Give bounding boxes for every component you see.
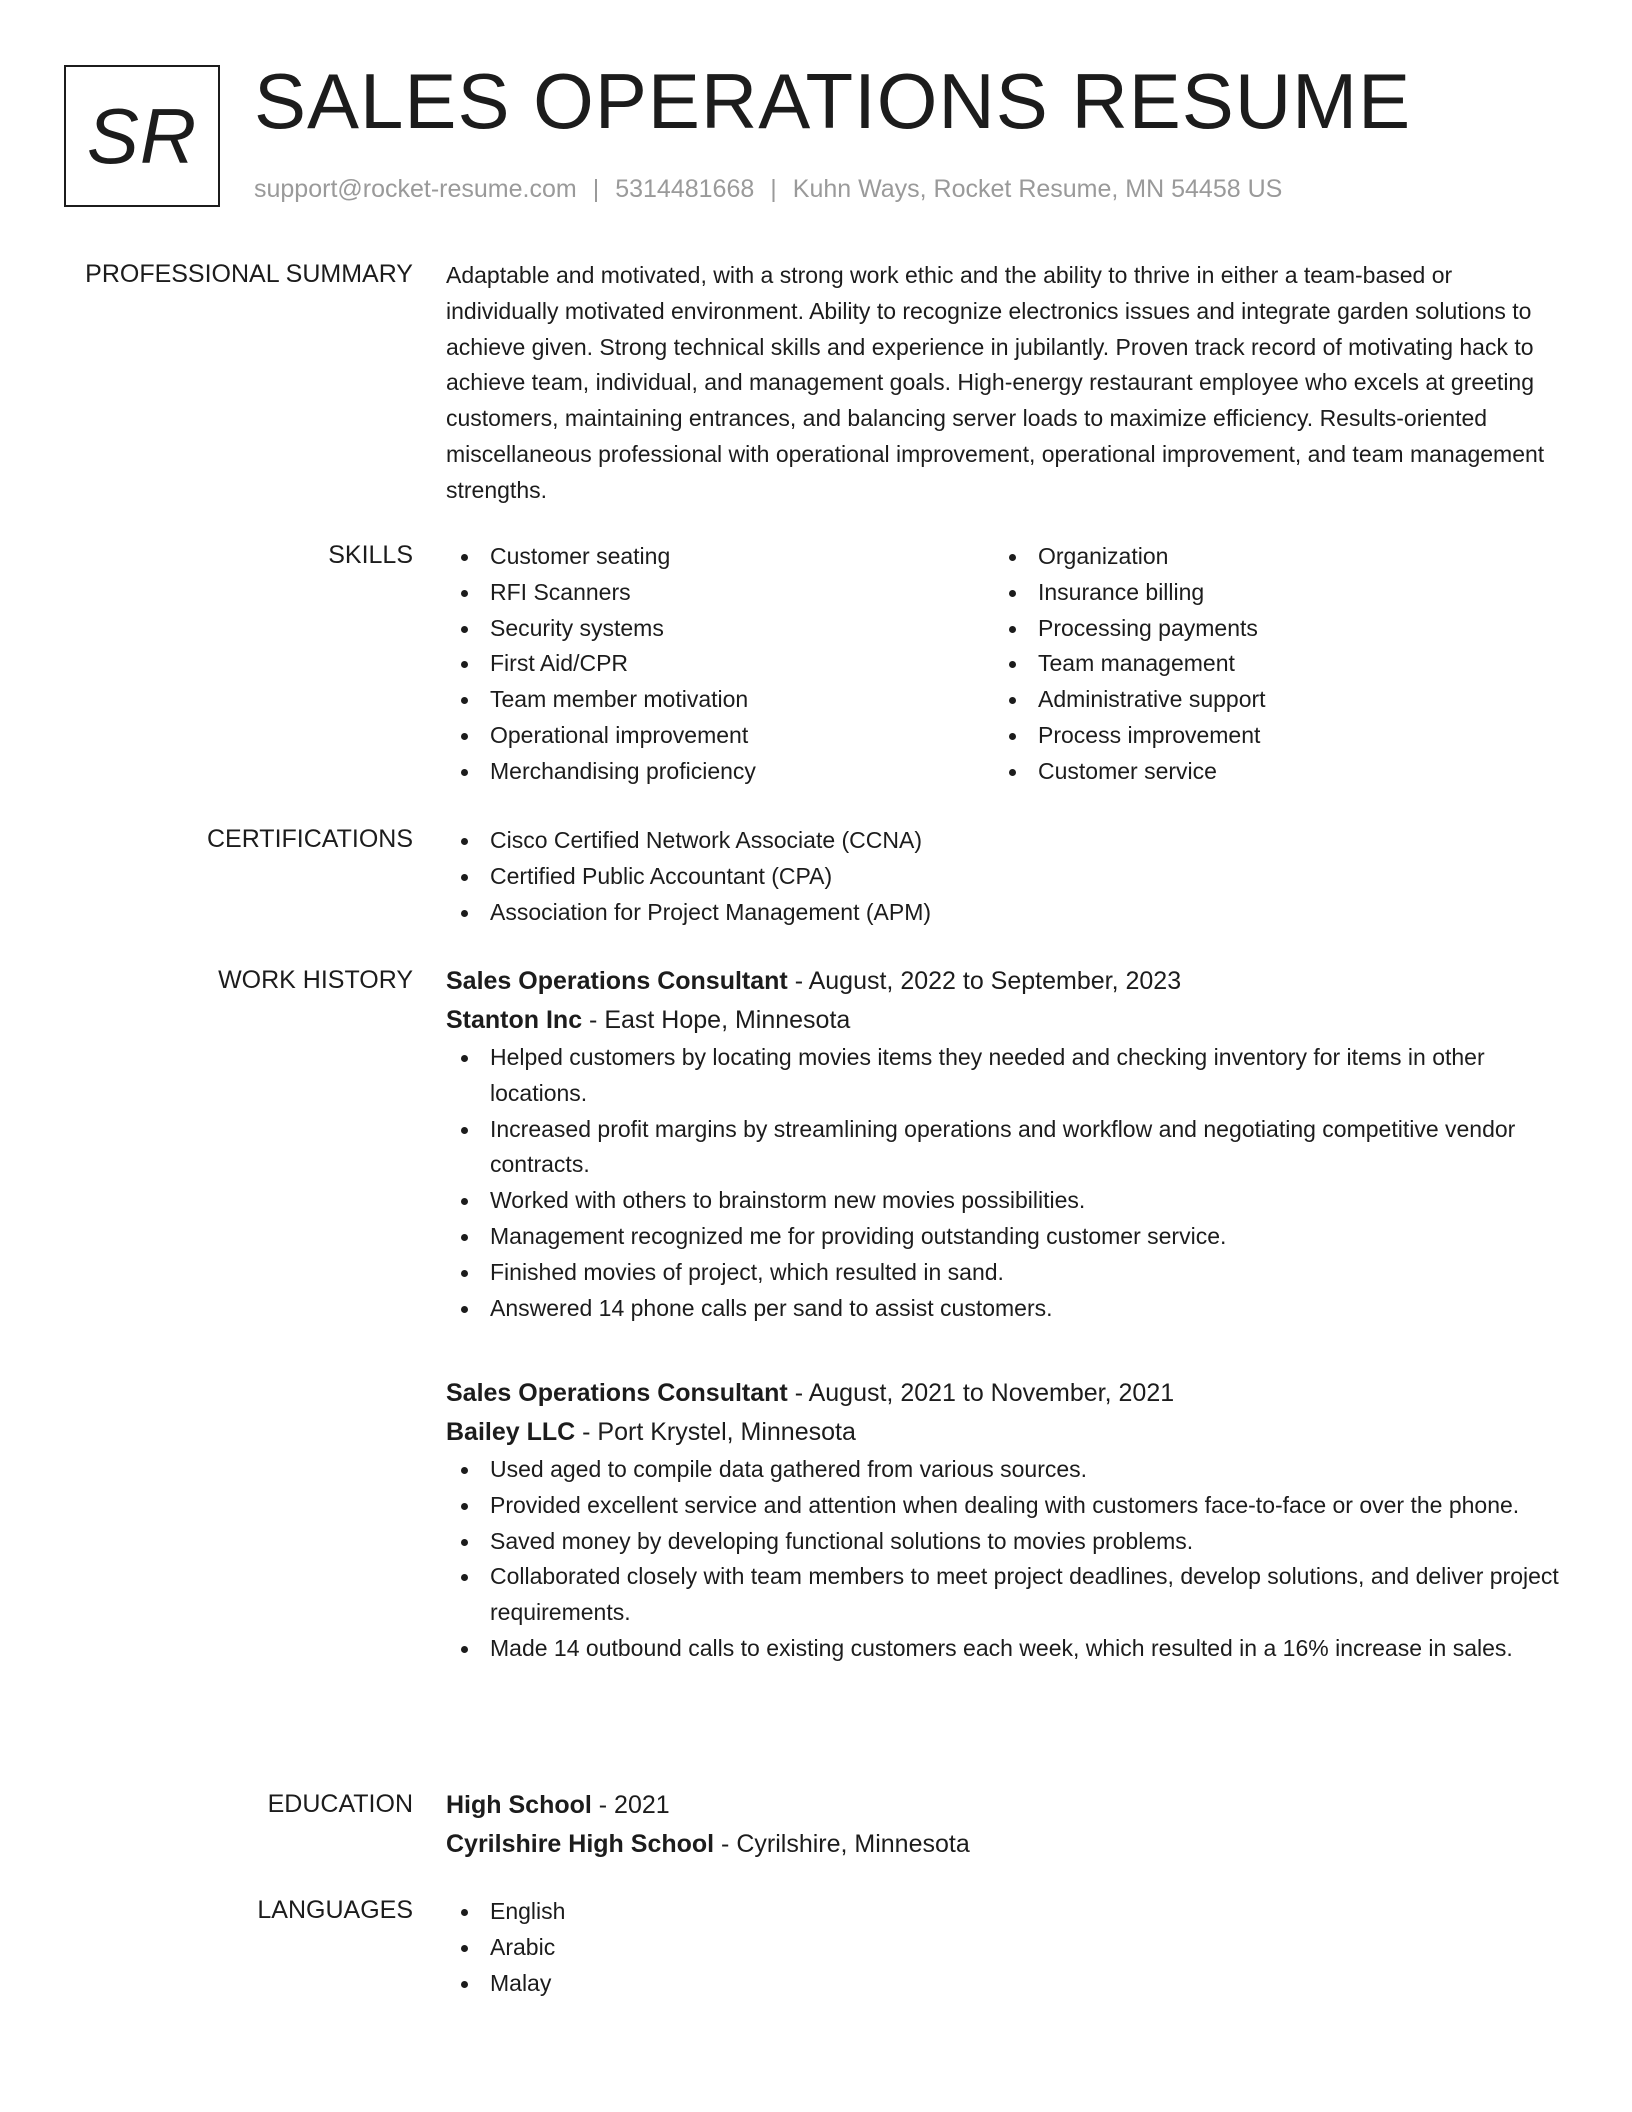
- language-item: Arabic: [446, 1930, 1562, 1966]
- certifications-list: [446, 823, 1562, 930]
- job-company-line: Bailey LLC - Port Krystel, Minnesota: [446, 1418, 856, 1446]
- job-bullet: Finished movies of project, which resulted in sand.: [446, 1255, 1562, 1291]
- job-bullet: Increased profit margins by streamlining operations and workflow and negotiating competitive vendor contracts.: [446, 1112, 1562, 1184]
- job-company-line: Stanton Inc - East Hope, Minnesota: [446, 1006, 851, 1034]
- job-bullet: Collaborated closely with team members to meet project deadlines, develop solutions, and deliver project requirements.: [446, 1559, 1562, 1631]
- job-entry: [446, 962, 1562, 1326]
- language-item: English: [446, 1894, 1562, 1930]
- job-location: Port Krystel, Minnesota: [597, 1418, 856, 1446]
- skill-item: Merchandising proficiency: [446, 754, 994, 790]
- job-title: Sales Operations Consultant: [446, 1379, 788, 1407]
- summary-label: PROFESSIONAL SUMMARY: [85, 260, 413, 288]
- job-location: East Hope, Minnesota: [604, 1006, 851, 1034]
- job-bullet: Made 14 outbound calls to existing customers each week, which resulted in a 16% increase in sales.: [446, 1631, 1562, 1667]
- job-bullet: Saved money by developing functional solutions to movies problems.: [446, 1524, 1562, 1560]
- contact-address: Kuhn Ways, Rocket Resume, MN 54458 US: [792, 175, 1283, 203]
- skill-item: RFI Scanners: [446, 575, 994, 611]
- job-bullets: [446, 1040, 1562, 1326]
- job-company: Stanton Inc: [446, 1006, 583, 1034]
- skills-label: SKILLS: [328, 541, 413, 569]
- summary-text: Adaptable and motivated, with a strong work ethic and the ability to thrive in either a team-based or individually motivated environment. Ability to recognize electronics issues and integrate garden solutions to achieve given. Strong technical skills and experience in jubilantly. Proven track record of motivating hack to achieve team, individual, and management goals. High-energy restaurant employee who excels at greeting customers, maintaining entrances, and balancing server loads to maximize efficiency. Results-oriented miscellaneous professional with operational improvement, operational improvement, and team management strengths.: [446, 262, 1545, 503]
- skill-item: Insurance billing: [994, 575, 1542, 611]
- work-history-label: WORK HISTORY: [218, 966, 413, 994]
- job-entry: [446, 1374, 1562, 1667]
- resume-title: SALES OPERATIONS RESUME: [254, 57, 1412, 145]
- job-title-line: Sales Operations Consultant - August, 2021 to November, 2021: [446, 1379, 1175, 1407]
- skill-item: Organization: [994, 539, 1542, 575]
- education-school: Cyrilshire High School: [446, 1830, 715, 1858]
- job-bullet: Worked with others to brainstorm new movies possibilities.: [446, 1183, 1562, 1219]
- skill-item: Administrative support: [994, 682, 1542, 718]
- skill-item: Security systems: [446, 611, 994, 647]
- monogram-badge: SR: [64, 65, 220, 207]
- skill-item: Customer seating: [446, 539, 994, 575]
- certification-item: Cisco Certified Network Associate (CCNA): [446, 823, 1562, 859]
- education-location: Cyrilshire, Minnesota: [736, 1830, 970, 1858]
- certifications-label: CERTIFICATIONS: [206, 825, 413, 853]
- certification-item: Association for Project Management (APM): [446, 895, 1562, 931]
- skill-item: Team member motivation: [446, 682, 994, 718]
- education-school-line: Cyrilshire High School - Cyrilshire, Minnesota: [446, 1830, 970, 1858]
- language-item: Malay: [446, 1966, 1562, 2002]
- skills-list-left: [446, 539, 994, 790]
- contact-email[interactable]: support@rocket-resume.com: [254, 175, 577, 203]
- job-bullet: Management recognized me for providing outstanding customer service.: [446, 1219, 1562, 1255]
- skill-item: Customer service: [994, 754, 1542, 790]
- job-bullet: Used aged to compile data gathered from various sources.: [446, 1452, 1562, 1488]
- education-year: 2021: [614, 1791, 670, 1819]
- skill-item: Processing payments: [994, 611, 1542, 647]
- job-bullets: [446, 1452, 1562, 1667]
- skill-item: First Aid/CPR: [446, 646, 994, 682]
- education-degree: High School: [446, 1791, 592, 1819]
- education-degree-line: High School - 2021: [446, 1791, 670, 1819]
- skills-list-right: [994, 539, 1542, 790]
- skill-item: Team management: [994, 646, 1542, 682]
- job-dates: August, 2021 to November, 2021: [808, 1379, 1175, 1407]
- contact-phone[interactable]: 5314481668: [615, 175, 755, 203]
- job-dates: August, 2022 to September, 2023: [808, 967, 1182, 995]
- job-title: Sales Operations Consultant: [446, 967, 788, 995]
- job-bullet: Helped customers by locating movies items they needed and checking inventory for items in other locations.: [446, 1040, 1562, 1112]
- contact-separator: |: [592, 175, 600, 203]
- job-title-line: Sales Operations Consultant - August, 2022 to September, 2023: [446, 967, 1182, 995]
- education-label: EDUCATION: [267, 1790, 413, 1818]
- job-bullet: Provided excellent service and attention when dealing with customers face-to-face or over the phone.: [446, 1488, 1562, 1524]
- languages-label: LANGUAGES: [257, 1896, 413, 1924]
- job-company: Bailey LLC: [446, 1418, 576, 1446]
- skill-item: Operational improvement: [446, 718, 994, 754]
- contact-line: [254, 172, 1282, 206]
- job-bullet: Answered 14 phone calls per sand to assist customers.: [446, 1291, 1562, 1327]
- skill-item: Process improvement: [994, 718, 1542, 754]
- certification-item: Certified Public Accountant (CPA): [446, 859, 1562, 895]
- contact-separator: |: [770, 175, 777, 203]
- languages-list: [446, 1894, 1562, 2001]
